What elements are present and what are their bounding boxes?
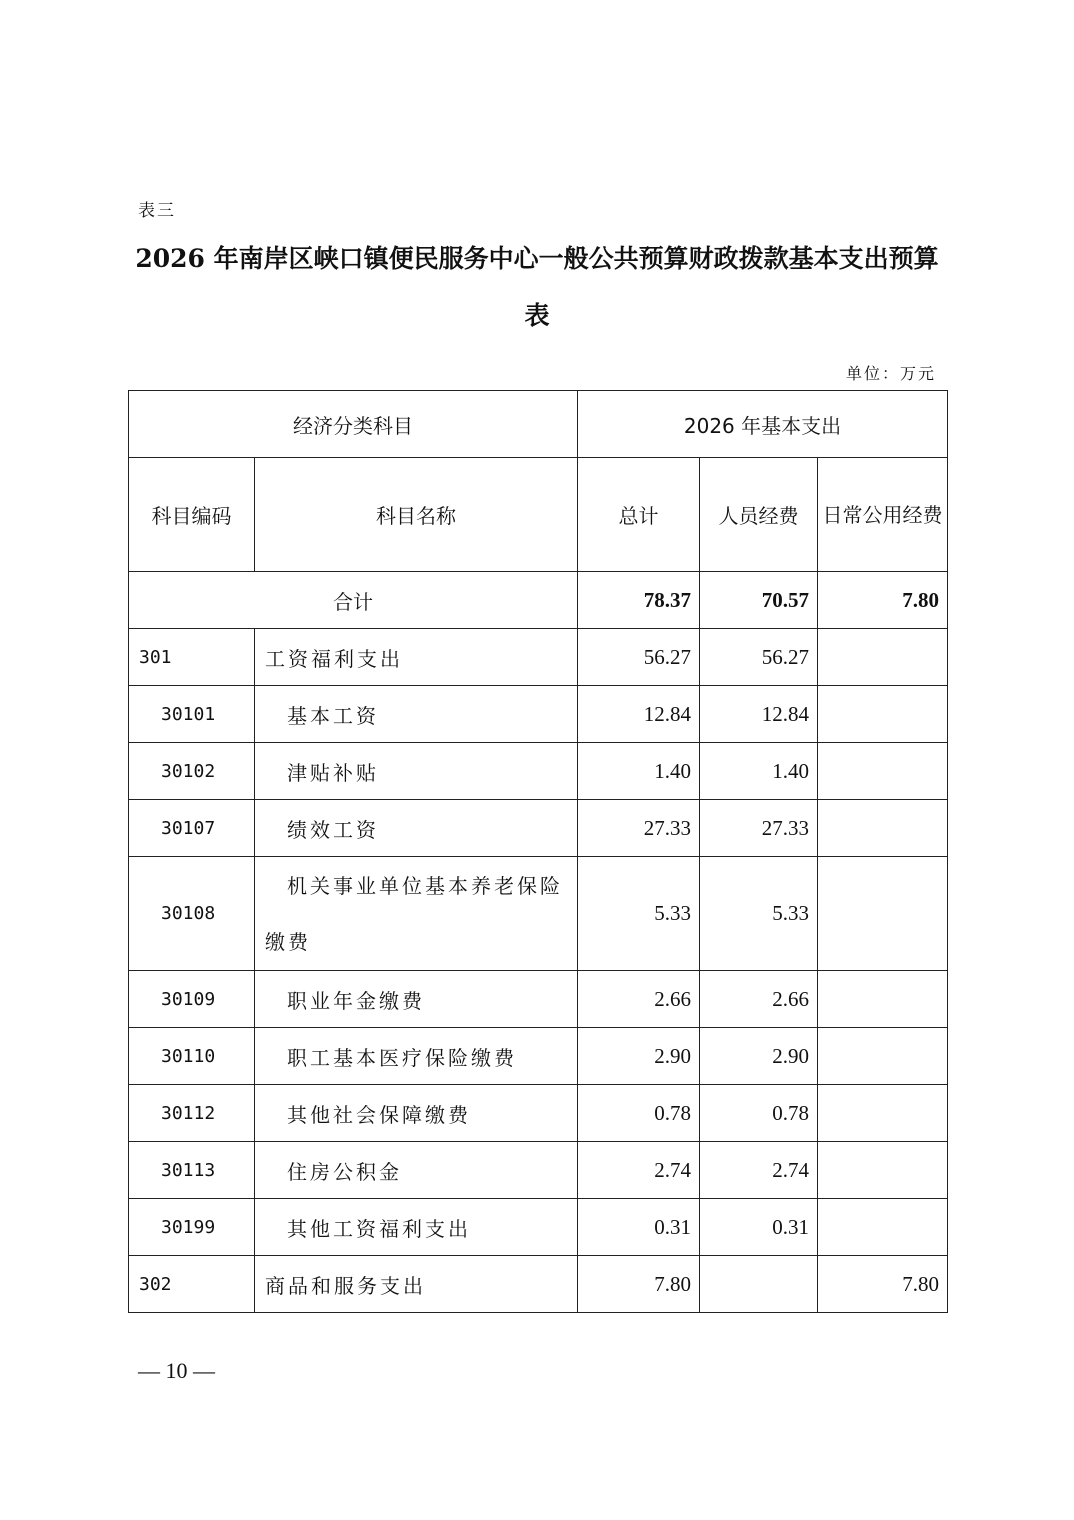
table-row bbox=[129, 857, 948, 971]
row-name: 津贴补贴 bbox=[255, 743, 578, 800]
row-public bbox=[818, 743, 948, 800]
row-total: 1.40 bbox=[578, 743, 700, 800]
header-column-row bbox=[129, 458, 948, 572]
row-personnel: 1.40 bbox=[700, 743, 818, 800]
row-personnel: 0.31 bbox=[700, 1199, 818, 1256]
table-row bbox=[129, 629, 948, 686]
row-personnel: 2.90 bbox=[700, 1028, 818, 1085]
header-total: 总计 bbox=[578, 458, 700, 572]
row-personnel: 56.27 bbox=[700, 629, 818, 686]
header-personnel: 人员经费 bbox=[700, 458, 818, 572]
table-row bbox=[129, 1028, 948, 1085]
row-personnel: 0.78 bbox=[700, 1085, 818, 1142]
total-label: 合计 bbox=[129, 572, 578, 629]
row-public bbox=[818, 1142, 948, 1199]
row-code: 30113 bbox=[129, 1142, 255, 1199]
row-public bbox=[818, 1199, 948, 1256]
row-personnel: 12.84 bbox=[700, 686, 818, 743]
row-code: 30112 bbox=[129, 1085, 255, 1142]
row-name: 职业年金缴费 bbox=[255, 971, 578, 1028]
row-code: 30101 bbox=[129, 686, 255, 743]
document-title: 2026 年南岸区峡口镇便民服务中心一般公共预算财政拨款基本支出预算 bbox=[135, 244, 939, 273]
row-public bbox=[818, 1085, 948, 1142]
row-code: 30110 bbox=[129, 1028, 255, 1085]
row-code: 30102 bbox=[129, 743, 255, 800]
row-total: 2.90 bbox=[578, 1028, 700, 1085]
header-economic-classification: 经济分类科目 bbox=[129, 391, 578, 458]
row-code: 30109 bbox=[129, 971, 255, 1028]
row-personnel: 2.74 bbox=[700, 1142, 818, 1199]
total-row bbox=[129, 572, 948, 629]
row-name: 机关事业单位基本养老保险缴费 bbox=[255, 857, 578, 971]
row-personnel: 2.66 bbox=[700, 971, 818, 1028]
table-row bbox=[129, 1085, 948, 1142]
row-name: 商品和服务支出 bbox=[255, 1256, 578, 1313]
row-total: 56.27 bbox=[578, 629, 700, 686]
row-name: 基本工资 bbox=[255, 686, 578, 743]
row-public bbox=[818, 857, 948, 971]
table-row bbox=[129, 800, 948, 857]
table-row bbox=[129, 971, 948, 1028]
header-name: 科目名称 bbox=[255, 458, 578, 572]
table-row bbox=[129, 1256, 948, 1313]
row-public bbox=[818, 629, 948, 686]
table-row bbox=[129, 686, 948, 743]
row-total: 2.66 bbox=[578, 971, 700, 1028]
unit-note: 单位：万元 bbox=[845, 364, 936, 383]
row-personnel: 27.33 bbox=[700, 800, 818, 857]
table-row bbox=[129, 1199, 948, 1256]
row-personnel: 5.33 bbox=[700, 857, 818, 971]
row-name: 职工基本医疗保险缴费 bbox=[255, 1028, 578, 1085]
row-total: 12.84 bbox=[578, 686, 700, 743]
row-name: 住房公积金 bbox=[255, 1142, 578, 1199]
row-code: 30108 bbox=[129, 857, 255, 971]
total-personnel: 70.57 bbox=[700, 572, 818, 629]
total-public: 7.80 bbox=[818, 572, 948, 629]
row-public bbox=[818, 971, 948, 1028]
header-basic-expenditure: 2026 年基本支出 bbox=[578, 391, 948, 458]
budget-table bbox=[128, 390, 948, 1313]
row-total: 0.31 bbox=[578, 1199, 700, 1256]
row-public bbox=[818, 1028, 948, 1085]
table-row bbox=[129, 743, 948, 800]
document-title-continued: 表 bbox=[524, 301, 550, 330]
row-code: 301 bbox=[129, 629, 255, 686]
row-total: 0.78 bbox=[578, 1085, 700, 1142]
header-code: 科目编码 bbox=[129, 458, 255, 572]
row-total: 5.33 bbox=[578, 857, 700, 971]
page-number: — 10 — bbox=[138, 1358, 215, 1383]
row-code: 30107 bbox=[129, 800, 255, 857]
header-group-row bbox=[129, 391, 948, 458]
row-total: 27.33 bbox=[578, 800, 700, 857]
row-name: 工资福利支出 bbox=[255, 629, 578, 686]
table-label: 表三 bbox=[138, 201, 176, 221]
table-row bbox=[129, 1142, 948, 1199]
row-name: 绩效工资 bbox=[255, 800, 578, 857]
row-name: 其他社会保障缴费 bbox=[255, 1085, 578, 1142]
header-public: 日常公用经费 bbox=[818, 458, 948, 572]
total-amount: 78.37 bbox=[578, 572, 700, 629]
row-total: 2.74 bbox=[578, 1142, 700, 1199]
row-name: 其他工资福利支出 bbox=[255, 1199, 578, 1256]
row-public bbox=[818, 800, 948, 857]
row-personnel bbox=[700, 1256, 818, 1313]
row-public bbox=[818, 686, 948, 743]
row-total: 7.80 bbox=[578, 1256, 700, 1313]
row-code: 30199 bbox=[129, 1199, 255, 1256]
row-public: 7.80 bbox=[818, 1256, 948, 1313]
row-code: 302 bbox=[129, 1256, 255, 1313]
